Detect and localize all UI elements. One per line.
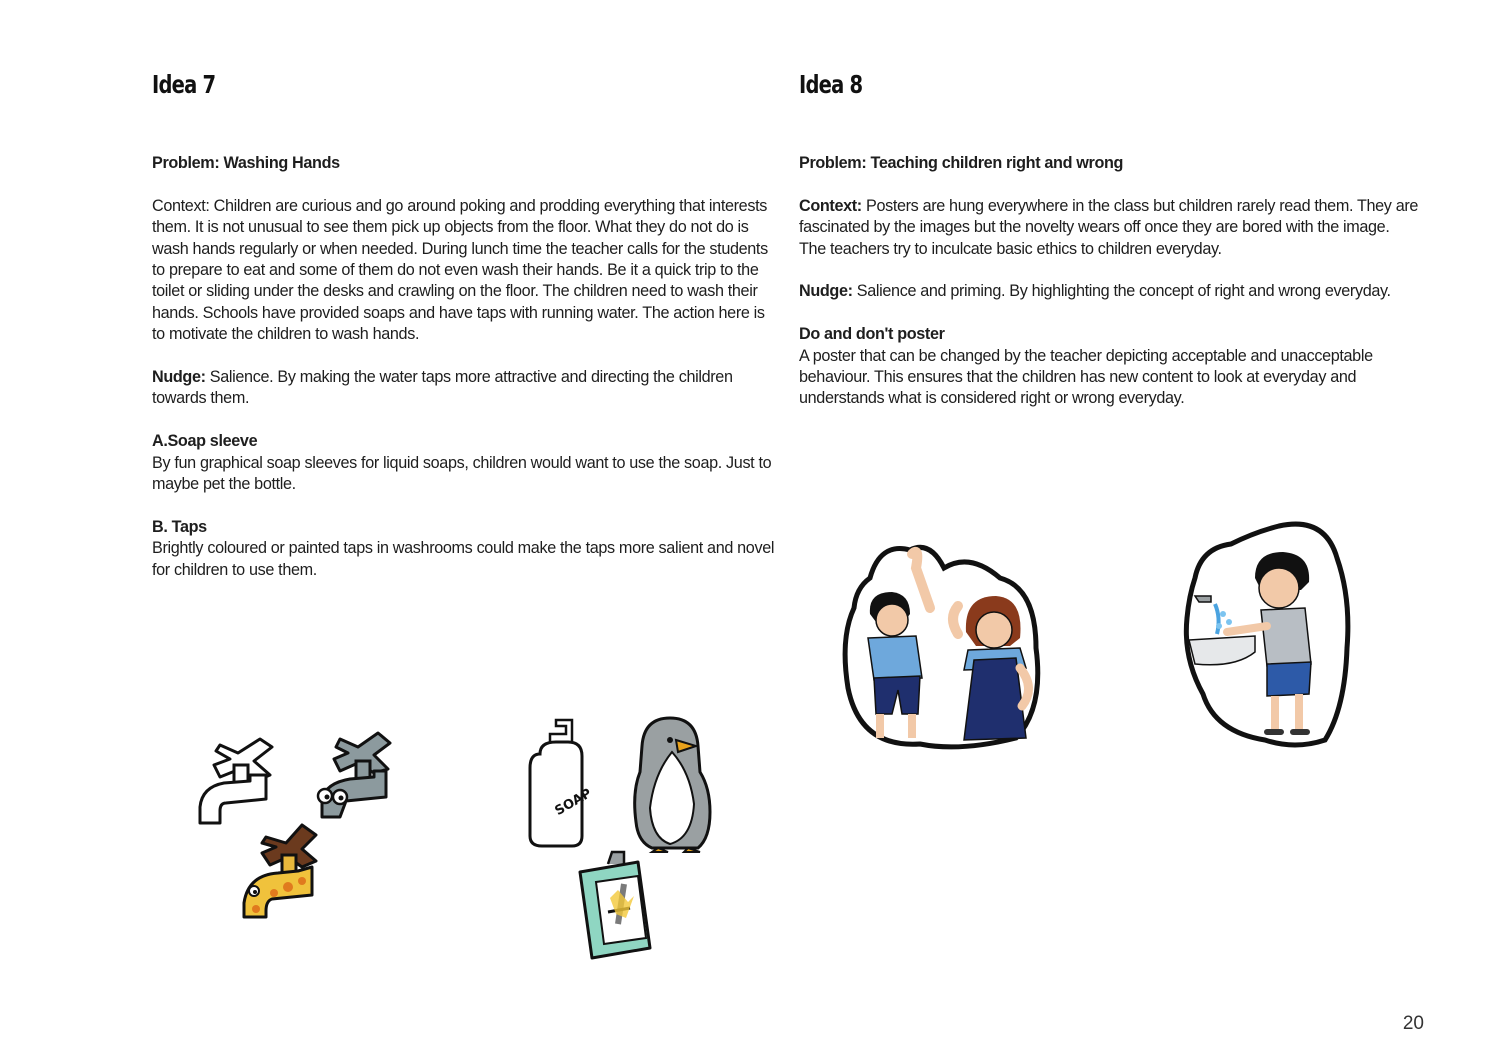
taps-text: Brightly coloured or painted taps in washrooms could make the taps more salient and novel for children to use them.: [152, 539, 775, 579]
soap-bottle-label: SOAP: [552, 786, 595, 819]
taps-heading: B. Taps: [152, 517, 207, 536]
grey-tap-icon: [318, 733, 390, 817]
idea-8-context-text: Posters are hung everywhere in the class but children rarely read them. They are fascinated by the images but the novelty wears off once they are bored with the image.: [799, 196, 1419, 237]
idea-7-soap-sleeve: [152, 431, 778, 495]
white-tap-icon: [200, 739, 272, 823]
poster-heading: Do and don't poster: [799, 325, 945, 344]
idea-8-context-label: Context:: [799, 196, 862, 215]
soap-sleeve-text: By fun graphical soap sleeves for liquid soaps, children would want to use the soap. Just to maybe pet the bottle.: [152, 453, 772, 494]
idea-7-title: Idea 7: [152, 70, 216, 99]
idea-8-nudge-text: Salience and priming. By highlighting the concept of right and wrong everyday.: [852, 282, 1391, 301]
page-number: 20: [1402, 1013, 1424, 1034]
taps-illustration: [190, 725, 405, 925]
sword-soap-box-icon: [580, 852, 650, 958]
idea-8-context-text-2: The teachers try to inculcate basic ethics to children everyday.: [799, 239, 1222, 258]
idea-8-poster: [799, 324, 1421, 410]
idea-7-nudge-text: Salience. By making the water taps more attractive and directing the children towards them.: [152, 368, 733, 408]
fighting-children-illustration: [840, 538, 1045, 750]
idea-7-nudge: [152, 367, 778, 410]
boy-washing-hands-illustration: [1175, 518, 1365, 748]
idea-8-title: Idea 8: [799, 70, 863, 99]
idea-7-context: Context: Children are curious and go around poking and prodding everything that interests them. It is not unusual to see them pick up objects from the floor. What they do not do is wash hands regularly or when needed. During lunch time the teacher calls for the students to prepare to eat and some of them do not even wash their hands. Be it a quick trip to the toilet or sliding under the desks and crawling on the floor. The children need to wash their hands. Schools have provided soaps and have taps with running water. The action here is to motivate the children to wash hands.: [152, 196, 768, 344]
idea-7-problem: Problem: Washing Hands: [152, 154, 340, 172]
idea-8-context: [799, 196, 1421, 260]
idea-7-taps: [152, 517, 778, 581]
idea-8-nudge-label: Nudge:: [799, 282, 853, 301]
idea-8-body: [799, 153, 1421, 431]
soap-sleeves-illustration: [520, 712, 720, 967]
soap-bottle-icon: [530, 720, 594, 846]
idea-8-nudge: [799, 281, 1421, 302]
idea-7-nudge-label: Nudge:: [152, 368, 206, 387]
giraffe-tap-icon: [244, 825, 316, 917]
idea-7-body: [152, 153, 778, 602]
soap-sleeve-heading: A.Soap sleeve: [152, 432, 258, 451]
idea-8-problem: Problem: Teaching children right and wrong: [799, 154, 1124, 172]
penguin-sleeve-icon: [635, 718, 710, 852]
poster-text: A poster that can be changed by the teacher depicting acceptable and unacceptable behaviour. This ensures that the children has new content to look at everyday and understands what is considered right or wrong everyday.: [799, 346, 1373, 408]
